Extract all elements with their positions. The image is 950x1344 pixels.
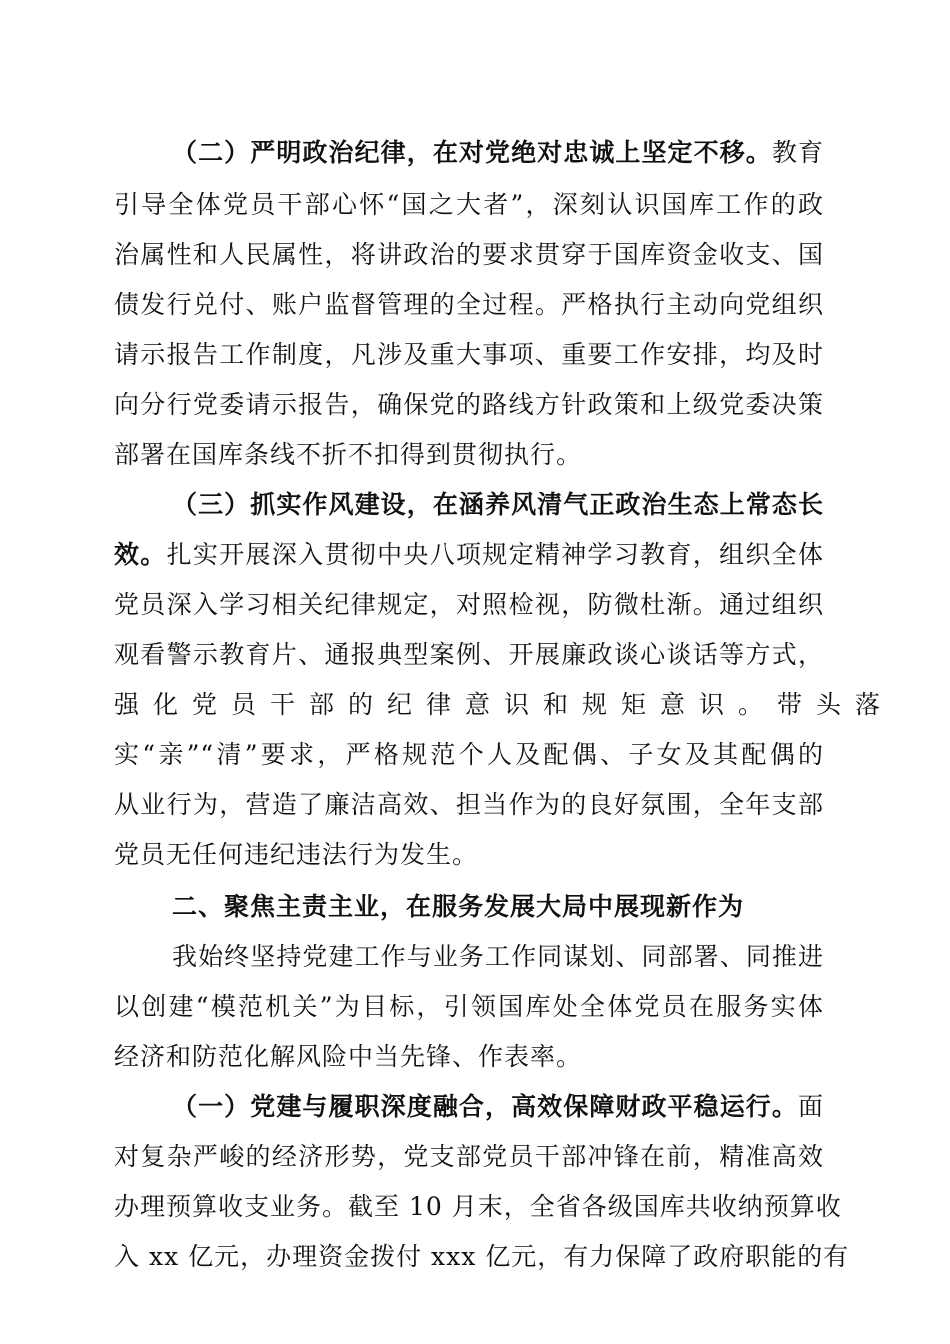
paragraph-line bbox=[114, 785, 824, 825]
paragraph-line bbox=[172, 133, 824, 173]
paragraph-line bbox=[114, 635, 824, 675]
paragraph-lead: 效。 bbox=[114, 540, 167, 569]
paragraph-text: 我始终坚持党建工作与业务工作同谋划、同部署、同推进 bbox=[172, 942, 824, 971]
paragraph-line bbox=[172, 1087, 824, 1127]
paragraph-text: 入 xx 亿元，办理资金拨付 xxx 亿元，有力保障了政府职能的有 bbox=[114, 1242, 850, 1271]
paragraph-line bbox=[114, 335, 824, 375]
paragraph-text: 实“亲”“清”要求，严格规范个人及配偶、子女及其配偶的 bbox=[114, 740, 824, 769]
paragraph-line bbox=[114, 1187, 842, 1227]
paragraph-text: 党员无任何违纪违法行为发生。 bbox=[114, 840, 479, 869]
paragraph-lead: （一）党建与履职深度融合，高效保障财政平稳运行。 bbox=[172, 1092, 798, 1121]
paragraph-line bbox=[114, 685, 895, 725]
paragraph-text: 治属性和人民属性，将讲政治的要求贯穿于国库资金收支、国 bbox=[114, 240, 824, 269]
paragraph-line bbox=[114, 735, 824, 775]
paragraph-text: 面 bbox=[797, 1092, 824, 1121]
paragraph-line bbox=[114, 585, 824, 625]
section-heading bbox=[172, 887, 824, 927]
paragraph-line bbox=[114, 1037, 824, 1077]
paragraph-text: 以创建“模范机关”为目标，引领国库处全体党员在服务实体 bbox=[114, 992, 824, 1021]
paragraph-text: 引导全体党员干部心怀“国之大者”，深刻认识国库工作的政 bbox=[114, 190, 824, 219]
paragraph-text: 请示报告工作制度，凡涉及重大事项、重要工作安排，均及时 bbox=[114, 340, 824, 369]
paragraph-text: 扎实开展深入贯彻中央八项规定精神学习教育，组织全体 bbox=[166, 540, 824, 569]
paragraph-lead: （三）抓实作风建设，在涵养风清气正政治生态上常态长 bbox=[172, 490, 824, 519]
paragraph-text: 对复杂严峻的经济形势，党支部党员干部冲锋在前，精准高效 bbox=[114, 1142, 824, 1171]
paragraph-text: 办理预算收支业务。截至 10 月末，全省各级国库共收纳预算收 bbox=[114, 1192, 842, 1221]
paragraph-line bbox=[114, 535, 824, 575]
paragraph-line bbox=[114, 235, 824, 275]
section-heading-text: 二、聚焦主责主业，在服务发展大局中展现新作为 bbox=[172, 892, 745, 921]
paragraph-text: 观看警示教育片、通报典型案例、开展廉政谈心谈话等方式， bbox=[114, 640, 824, 669]
paragraph-text: 部署在国库条线不折不扣得到贯彻执行。 bbox=[114, 440, 583, 469]
paragraph-text: 债发行兑付、账户监督管理的全过程。严格执行主动向党组织 bbox=[114, 290, 824, 319]
paragraph-lead: （二）严明政治纪律，在对党绝对忠诚上坚定不移。 bbox=[172, 138, 772, 167]
paragraph-line bbox=[114, 435, 824, 475]
paragraph-text: 强化党员干部的纪律意识和规矩意识。带头落 bbox=[114, 690, 895, 719]
paragraph-line bbox=[114, 185, 824, 225]
paragraph-text: 从业行为，营造了廉洁高效、担当作为的良好氛围，全年支部 bbox=[114, 790, 824, 819]
paragraph-line bbox=[172, 937, 824, 977]
paragraph-line bbox=[172, 485, 824, 525]
paragraph-line bbox=[114, 987, 824, 1027]
paragraph-line bbox=[114, 1237, 850, 1277]
paragraph-text: 经济和防范化解风险中当先锋、作表率。 bbox=[114, 1042, 583, 1071]
paragraph-text: 党员深入学习相关纪律规定，对照检视，防微杜渐。通过组织 bbox=[114, 590, 824, 619]
paragraph-text: 向分行党委请示报告，确保党的路线方针政策和上级党委决策 bbox=[114, 390, 824, 419]
paragraph-line bbox=[114, 1137, 824, 1177]
paragraph-line bbox=[114, 285, 824, 325]
paragraph-line bbox=[114, 385, 824, 425]
paragraph-line bbox=[114, 835, 824, 875]
paragraph-text: 教育 bbox=[771, 138, 824, 167]
